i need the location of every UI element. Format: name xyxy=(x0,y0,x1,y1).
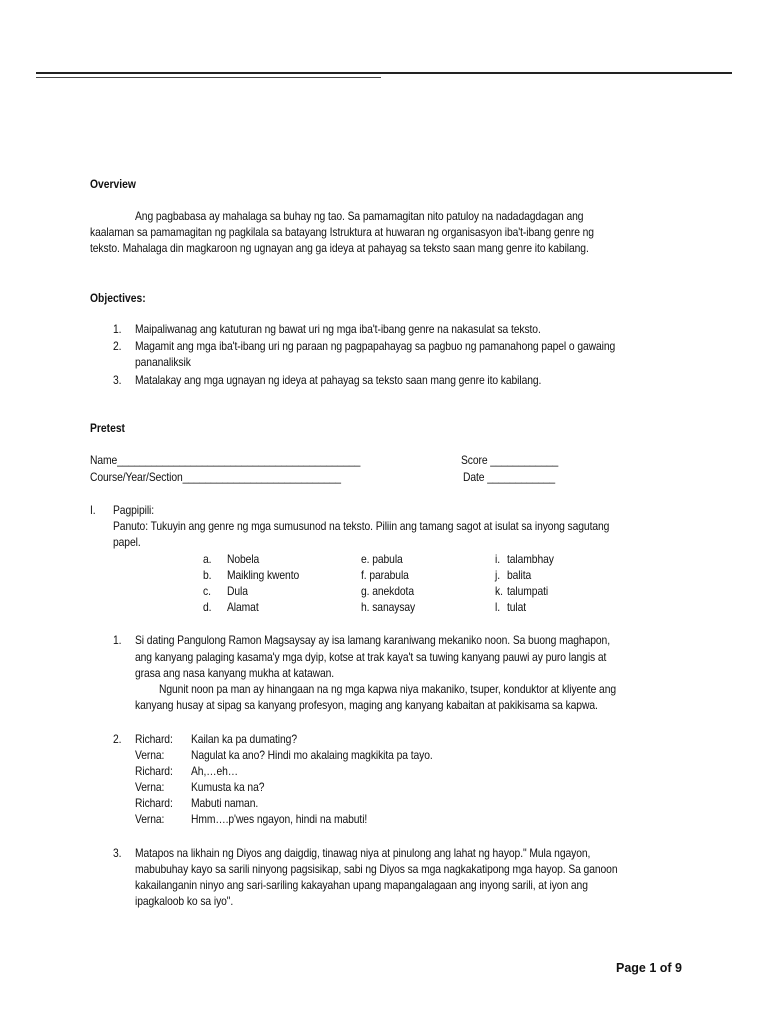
objective-number: 3. xyxy=(113,373,122,387)
overview-heading: Overview xyxy=(90,177,136,191)
objective-number: 1. xyxy=(113,322,122,336)
objective-text: pananaliksik xyxy=(135,355,191,369)
dialogue-speaker: Richard: xyxy=(135,732,173,746)
choice-letter: d. xyxy=(203,600,212,614)
objectives-heading: Objectives: xyxy=(90,291,146,305)
question-number: 3. xyxy=(113,846,122,860)
dialogue-speaker: Verna: xyxy=(135,780,165,794)
choice-text: f. parabula xyxy=(361,568,409,582)
dialogue-line: Ah,…eh… xyxy=(191,764,239,778)
question-text: Si dating Pangulong Ramon Magsaysay ay isa lamang karaniwang mekaniko noon. Sa buong maghapon, xyxy=(135,633,610,647)
question-text: grasa ang nasa kanyang mukha at katawan. xyxy=(135,666,335,680)
objective-text: Magamit ang mga iba't-ibang uri ng paraan ng pagpapahayag sa pagbuo ng pamanahong papel o gawaing xyxy=(135,339,616,353)
dialogue-line: Nagulat ka ano? Hindi mo akalaing magkikita pa tayo. xyxy=(191,748,433,762)
overview-line: teksto. Mahalaga din magkaroon ng ugnayan ang ga ideya at pahayag sa teksto saan mang genre ito kabilang. xyxy=(90,241,589,255)
choice-letter: b. xyxy=(203,568,212,582)
pretest-heading: Pretest xyxy=(90,421,125,435)
section-roman: I. xyxy=(90,503,96,517)
section-title: Pagpipili: xyxy=(113,503,155,517)
overview-line: kaalaman sa pamamagitan ng pagkilala sa batayang Istruktura at huwaran ng organisasyon iba't-ibang genre ng xyxy=(90,225,594,239)
name-field: Name___________________________________________ xyxy=(90,453,361,467)
dialogue-speaker: Richard: xyxy=(135,796,173,810)
choice-text: g. anekdota xyxy=(361,584,414,598)
choice-letter: k. xyxy=(495,584,503,598)
header-rule-thin xyxy=(36,77,381,78)
choice-text: tulat xyxy=(507,600,527,614)
choice-text: Alamat xyxy=(227,600,259,614)
question-number: 1. xyxy=(113,633,122,647)
question-number: 2. xyxy=(113,732,122,746)
choice-text: e. pabula xyxy=(361,552,403,566)
date-field: Date ____________ xyxy=(463,470,556,484)
choice-text: Nobela xyxy=(227,552,260,566)
dialogue-line: Hmm….p'wes ngayon, hindi na mabuti! xyxy=(191,812,368,826)
choice-letter: i. xyxy=(495,552,500,566)
dialogue-line: Mabuti naman. xyxy=(191,796,259,810)
choice-text: talumpati xyxy=(507,584,549,598)
choice-text: h. sanaysay xyxy=(361,600,416,614)
choice-text: balita xyxy=(507,568,532,582)
question-text: mabubuhay kayo sa sarili ninyong pagsisikap, sabi ng Diyos sa mga nagkakatipong mga hayop. Sa ganoon xyxy=(135,862,618,876)
objective-text: Matalakay ang mga ugnayan ng ideya at pahayag sa teksto saan mang genre ito kabilang. xyxy=(135,373,542,387)
course-field: Course/Year/Section____________________________ xyxy=(90,470,341,484)
dialogue-speaker: Verna: xyxy=(135,748,165,762)
question-text: ang kanyang palaging kasama'y mga dyip, kotse at trak kaya't sa tuwing kanyang pauwi ay puro langis at xyxy=(135,650,607,664)
section-instructions: papel. xyxy=(113,535,141,549)
choice-letter: l. xyxy=(495,600,500,614)
page-number: Page 1 of 9 xyxy=(616,961,682,975)
section-instructions: Panuto: Tukuyin ang genre ng mga sumusunod na teksto. Piliin ang tamang sagot at isulat sa inyong sagutang xyxy=(113,519,610,533)
question-text: Ngunit noon pa man ay hinangaan na ng mga kapwa niya makaniko, tsuper, konduktor at kliyente ang xyxy=(159,682,617,696)
question-text: Matapos na likhain ng Diyos ang daigdig, tinawag niya at pinulong ang lahat ng hayop." Mula ngayon, xyxy=(135,846,591,860)
question-text: kakailanganin ninyo ang sari-sariling kakayahan upang mapangalagaan ang inyong sarili, at iyon ang xyxy=(135,878,588,892)
choice-letter: c. xyxy=(203,584,211,598)
question-text: kanyang husay at sipag sa kanyang profesyon, maging ang kanyang kabaitan at pakikisama sa kapwa. xyxy=(135,698,598,712)
choice-text: talambhay xyxy=(507,552,554,566)
dialogue-line: Kumusta ka na? xyxy=(191,780,265,794)
score-field: Score ____________ xyxy=(461,453,559,467)
choice-letter: a. xyxy=(203,552,212,566)
overview-line: Ang pagbabasa ay mahalaga sa buhay ng tao. Sa pamamagitan nito patuloy na nadadagdagan ang xyxy=(135,209,584,223)
header-rule-thick xyxy=(36,72,732,74)
objective-number: 2. xyxy=(113,339,122,353)
objective-text: Maipaliwanag ang katuturan ng bawat uri ng mga iba't-ibang genre na nakasulat sa teksto. xyxy=(135,322,541,336)
choice-text: Dula xyxy=(227,584,248,598)
dialogue-speaker: Richard: xyxy=(135,764,173,778)
dialogue-line: Kailan ka pa dumating? xyxy=(191,732,297,746)
choice-letter: j. xyxy=(495,568,500,582)
dialogue-speaker: Verna: xyxy=(135,812,165,826)
choice-text: Maikling kwento xyxy=(227,568,300,582)
question-text: ipagkaloob ko sa iyo". xyxy=(135,894,234,908)
